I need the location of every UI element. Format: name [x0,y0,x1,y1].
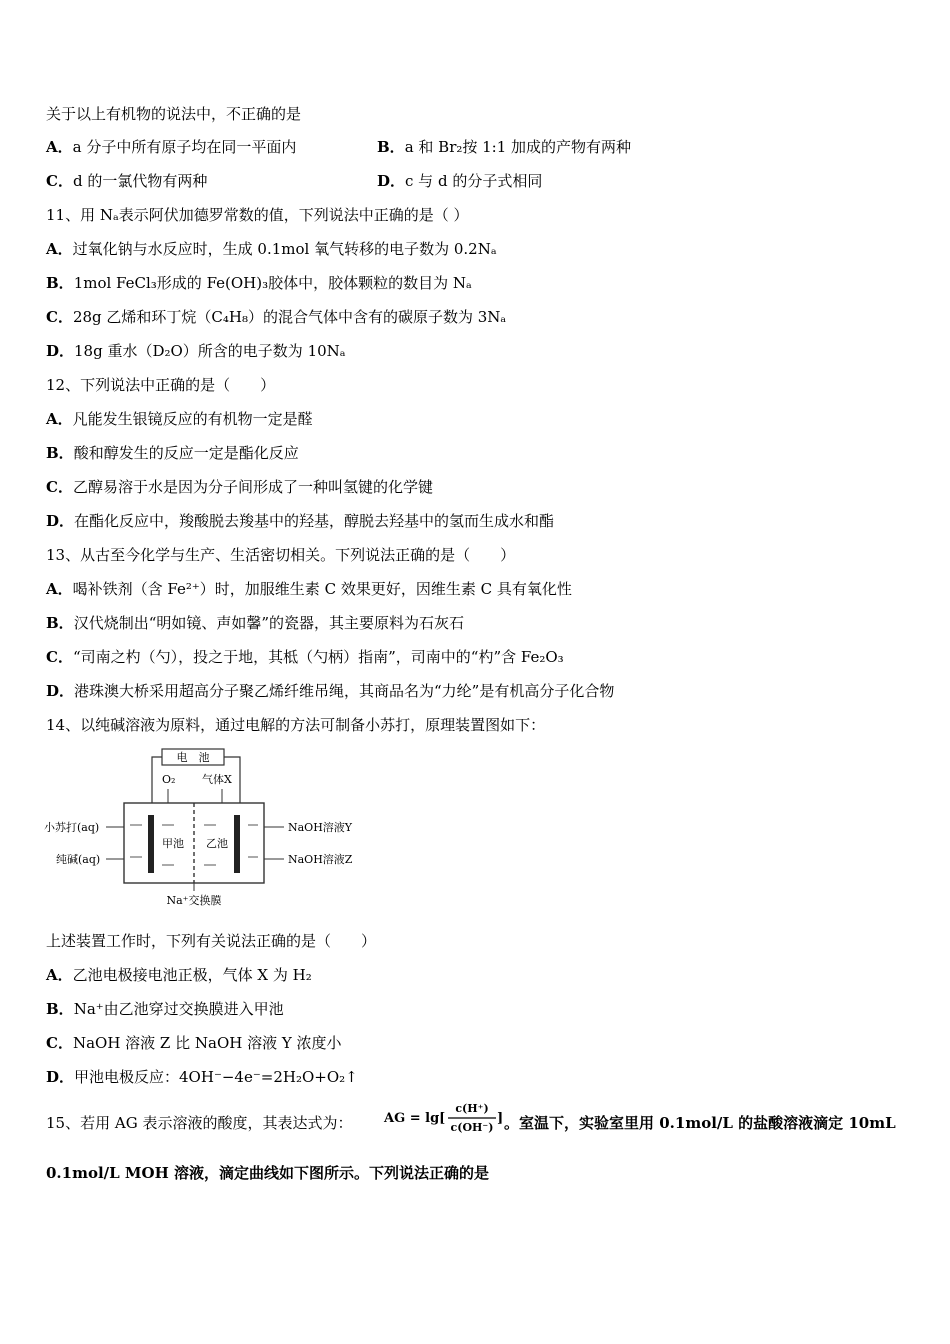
q12-option-c [46,477,433,497]
option-text: a 和 Br₂按 1:1 加成的产物有两种 [404,138,632,156]
right-bottom-label: NaOH溶液Z [288,853,353,866]
q11-option-b [46,273,472,293]
option-text: “司南之杓（勺），投之于地，其柢（勺柄）指南”，司南中的“杓”含 Fe₂O₃ [72,648,564,666]
cell-b-label: 乙池 [206,837,228,850]
left-top-label: 小苏打(aq) [44,821,100,834]
q12-stem: 12、下列说法中正确的是（ ） [46,376,276,394]
q10-option-c [46,171,207,191]
option-text: 乙醇易溶于水是因为分子间形成了一种叫氢键的化学键 [72,478,433,496]
option-label: D． [46,1068,75,1086]
q13-stem: 13、从古至今化学与生产、生活密切相关。下列说法正确的是（ ） [46,546,516,564]
option-label: A． [46,138,73,156]
q15-stem-c: 0.1mol/L MOH 溶液，滴定曲线如下图所示。下列说法正确的是 [46,1164,489,1182]
q14-question: 上述装置工作时，下列有关说法正确的是（ ） [46,932,377,950]
option-text: 甲池电极反应：4OH⁻−4e⁻=2H₂O+O₂↑ [74,1068,358,1086]
q12-option-d [46,511,554,531]
q13-option-c [46,647,564,667]
cell-a-label: 甲池 [162,837,184,850]
option-label: D． [46,512,75,530]
o2-label: O₂ [162,773,176,786]
option-label: C． [46,308,73,326]
option-text: 28g 乙烯和环丁烷（C₄H₈）的混合气体中含有的碳原子数为 3Nₐ [72,308,507,326]
right-electrode [234,815,240,873]
option-label: C． [46,648,73,666]
option-label: B． [46,614,74,632]
ag-formula-denominator: c(OH⁻) [450,1121,494,1134]
option-label: D． [46,342,75,360]
option-label: C． [46,478,73,496]
left-electrode [148,815,154,873]
ag-formula [384,1098,502,1138]
option-label: A． [46,966,73,984]
ag-formula-rhs: ] [497,1111,504,1126]
option-text: d 的一氯代物有两种 [72,172,208,190]
option-text: 在酯化反应中，羧酸脱去羧基中的羟基，醇脱去羟基中的氢而生成水和酯 [74,512,555,530]
option-text: 汉代烧制出“明如镜、声如馨”的瓷器，其主要原料为石灰石 [73,614,465,632]
ag-formula-numerator: c(H⁺) [455,1102,489,1115]
q10-option-a [46,137,296,157]
left-bottom-label: 纯碱(aq) [56,853,101,866]
q13-option-b [46,613,464,633]
q10-option-d [377,171,542,191]
option-label: A． [46,240,73,258]
q14-option-b [46,999,284,1019]
q13-option-d [46,681,614,701]
q14-stem: 14、以纯碱溶液为原料，通过电解的方法可制备小苏打，原理装置图如下： [46,716,546,734]
q14-option-d [46,1067,358,1087]
option-text: 18g 重水（D₂O）所含的电子数为 10Nₐ [74,342,346,360]
electrolysis-apparatus-figure [44,745,374,910]
option-text: 1mol FeCl₃形成的 Fe(OH)₃胶体中，胶体颗粒的数目为 Nₐ [73,274,472,292]
option-label: A． [46,580,73,598]
q11-stem: 11、用 Nₐ表示阿伏加德罗常数的值，下列说法中正确的是（ ） [46,206,469,224]
option-label: B． [46,444,74,462]
option-text: 凡能发生银镜反应的有机物一定是醛 [72,410,313,428]
option-label: D． [377,172,406,190]
option-text: 港珠澳大桥采用超高分子聚乙烯纤维吊绳，其商品名为“力纶”是有机高分子化合物 [74,682,615,700]
q12-option-b [46,443,299,463]
option-text: c 与 d 的分子式相同 [405,172,543,190]
option-text: 酸和醇发生的反应一定是酯化反应 [73,444,299,462]
option-text: 过氧化钠与水反应时，生成 0.1mol 氧气转移的电子数为 0.2Nₐ [72,240,497,258]
battery-label: 电 池 [176,751,210,764]
electrolysis-tank [124,803,264,883]
q11-option-c [46,307,506,327]
q15-stem-a: 15、若用 AG 表示溶液的酸度，其表达式为： [46,1114,353,1132]
option-label: B． [46,274,74,292]
q12-option-a [46,409,313,429]
option-label: C． [46,1034,73,1052]
ag-formula-lhs: AG = lg[ [384,1111,446,1126]
gas-x-label: 气体X [202,773,232,786]
option-text: a 分子中所有原子均在同一平面内 [72,138,297,156]
intro-text: 关于以上有机物的说法中，不正确的是 [46,105,302,123]
option-text: 喝补铁剂（含 Fe²⁺）时，加服维生素 C 效果更好，因维生素 C 具有氧化性 [72,580,572,598]
q14-option-c [46,1033,342,1053]
q11-option-a [46,239,497,259]
q10-option-b [377,137,631,157]
option-label: B． [377,138,405,156]
membrane-label: Na⁺交换膜 [166,894,222,907]
option-label: A． [46,410,73,428]
q14-option-a [46,965,312,985]
option-label: C． [46,172,73,190]
q11-option-d [46,341,346,361]
option-label: D． [46,682,75,700]
option-text: 乙池电极接电池正极，气体 X 为 H₂ [72,966,312,984]
q13-option-a [46,579,572,599]
option-text: Na⁺由乙池穿过交换膜进入甲池 [73,1000,284,1018]
option-label: B． [46,1000,74,1018]
q15-stem-b: 。室温下，实验室里用 0.1mol/L 的盐酸溶液滴定 10mL [504,1114,896,1132]
option-text: NaOH 溶液 Z 比 NaOH 溶液 Y 浓度小 [72,1034,342,1052]
right-top-label: NaOH溶液Y [288,821,353,834]
